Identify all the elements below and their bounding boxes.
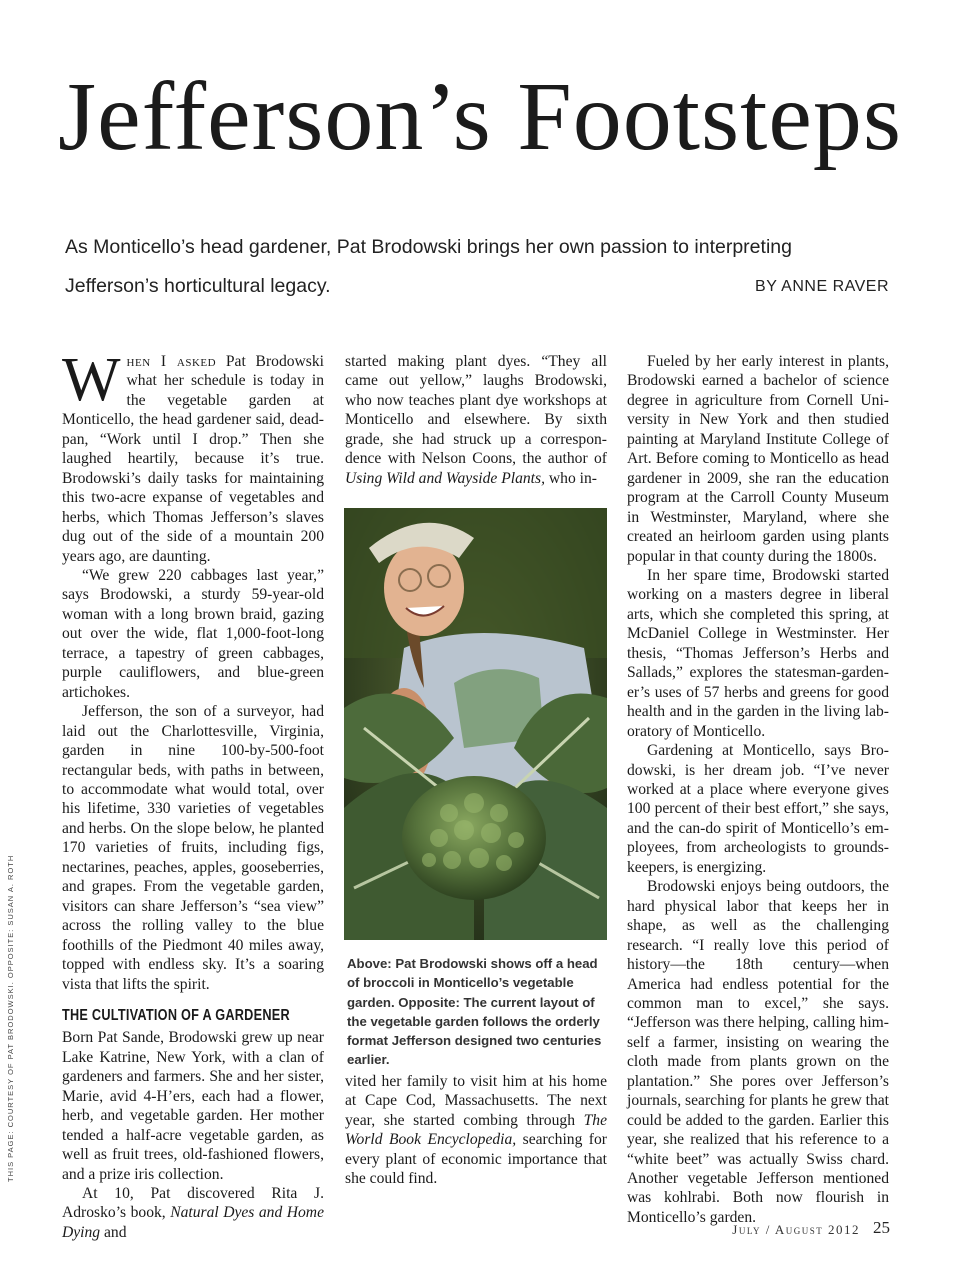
issue-date [732,1222,860,1238]
paragraph: Gardening at Monticello, says Brodowski, is her dream job. “I’ve never worked at a place where everyone gives 100 percent of their best effort,” she says, and the can-do spirit of Monticello’s employees, from archeologists to groundskeepers, is energizing. [627,742,889,876]
column-3 [627,352,889,1227]
paragraph: Jefferson, the son of a surveyor, had laid out the Charlottesville, Virginia, garden in nine 100-by-500-foot rectangular beds, with paths in between, to accommodate what would total, over his lifetime, 330 varieties of vegetables and herbs. On the slope below, he planted 170 varieties of fruits, including figs, nectarines, peaches, apples, gooseberries, and grapes. From the vegetable garden, visitors can share Jefferson’s “sea view” across the rolling valley to the blue foothills of the Piedmont 40 miles away, topped with endless sky. It’s a soaring vista that lifts the spirit. [62,703,324,993]
lead-in: hen I asked [126,353,217,370]
paragraph-text: who in- [544,469,597,487]
book-title: The World Book Encyclopedia, [345,1111,607,1149]
section-subhead: THE CULTIVATION OF A GARDENER [62,1006,290,1024]
page-number: 25 [873,1218,890,1237]
byline: BY ANNE RAVER [755,278,889,295]
column-2 [345,352,607,488]
book-title: Using Wild and Wayside Plants, [345,469,545,487]
paragraph: Born Pat Sande, Brodowski grew up near Lake Katrine, New York, with a clan of gardeners and farmers. She and her sister, Marie, avid 4-H’ers, each had a flower, herb, and vegetable garden. Her mother tended a half-acre vegetable garden, as well as fruit trees, old-fashioned flowers, and a prize iris collection. [62,1029,324,1183]
deck-text: As Monticello’s head gardener, Pat Brodowski brings her own passion to interpreting Jefferson’s horticultural legacy. [65,236,792,297]
column-1 [62,346,324,1242]
gardener-broccoli-photo [344,508,607,940]
article-title: Jefferson’s Footsteps [58,63,902,171]
paragraph-text: At 10, Pat discovered Rita J. Adrosko’s book, [62,1185,324,1222]
column-2-continued [345,1072,607,1189]
paragraph [62,346,324,566]
paragraph-text: and [100,1223,127,1241]
paragraph [345,352,607,488]
photo-caption: Above: Pat Brodowski shows off a head of broccoli in Monticello’s vegetable garden. Opposite: The current layout of the vegetable garden follows the orderly format Jefferson designed two centuries earlier. [347,956,602,1068]
issue-text: July / August 2012 [732,1222,860,1237]
paragraph: Fueled by her early interest in plants, Brodowski earned a bachelor of science degree in agriculture from Cornell University in New York and then studied painting at Maryland Institute College of Art. Before coming to Monticello as head gardener in 2009, she ran the education program at the Carroll County Museum in Westminster, Maryland, where she created an heirloom garden using plants popular in that county during the 1800s. [627,353,889,565]
book-title: Natural Dyes and Home Dying [62,1204,324,1241]
article-deck [65,228,889,306]
paragraph: In her spare time, Brodowski started working on a masters degree in liberal arts, which she completed this spring, at McDaniel College in Westminster. Her thesis, “Thomas Jefferson’s Herbs and Sallads,” explores the statesman-gardener’s uses of 57 herbs and greens for good health and in the garden in the living laboratory of Monticello. [627,566,889,740]
paragraph: Brodowski enjoys being outdoors, the hard physical labor that keeps her in shape, as well as the challenging research. “I really love this period of history—the 18th century—when America had endless potential for the common man to excel,” she says. “Jefferson was there helping, calling himself a farmer, insisting on wearing the cloth made from plants grown on the plantation.” She pores over Jefferson’s journals, searching for plants he grew that could be added to the garden. Earlier this year, she realized that his reference to a “white beet” was actually Swiss chard. Another vegetable Jefferson mentioned was kohlrabi. Both now flourish in Monticello’s garden. [627,878,889,1226]
paragraph-text: Pat Brodowski what her schedule is today in the vegetable garden at Monticello, the head gardener said, deadpan, “Work until I drop.” Then she laughed heartily, because it’s true. Brodowski’s daily tasks for maintaining this two-acre expanse of vegetables and herbs, which Thomas Jefferson’s slaves dug out of the side of a mountain 200 years ago, are daunting. [62,353,324,565]
paragraph-text: searching for every plant of economic importance that she could find. [345,1131,607,1188]
paragraph-text: vited her family to visit him at his home at Cape Cod, Massachusetts. The next year, she started combing through [345,1073,607,1129]
paragraph-text: started making plant dyes. “They all came out yellow,” laughs Brodowski, who now teaches plant dye workshops at Monticello and elsewhere. By sixth grade, she had struck up a correspondence with Nelson Coons, the author of [345,353,607,468]
drop-cap: W [62,346,121,414]
paragraph: “We grew 220 cabbages last year,” says Brodowski, a sturdy 59-year-old woman with a long brown braid, gazing out over the wide, flat 1,000-foot-long terrace, a tapestry of green cabbages, purple cauliflowers, and blue-green artichokes. [62,566,324,701]
paragraph [62,1184,324,1242]
photo-credit: THIS PAGE: COURTESY OF PAT BRODOWSKI. OPPOSITE: SUSAN A. ROTH [6,854,15,1182]
